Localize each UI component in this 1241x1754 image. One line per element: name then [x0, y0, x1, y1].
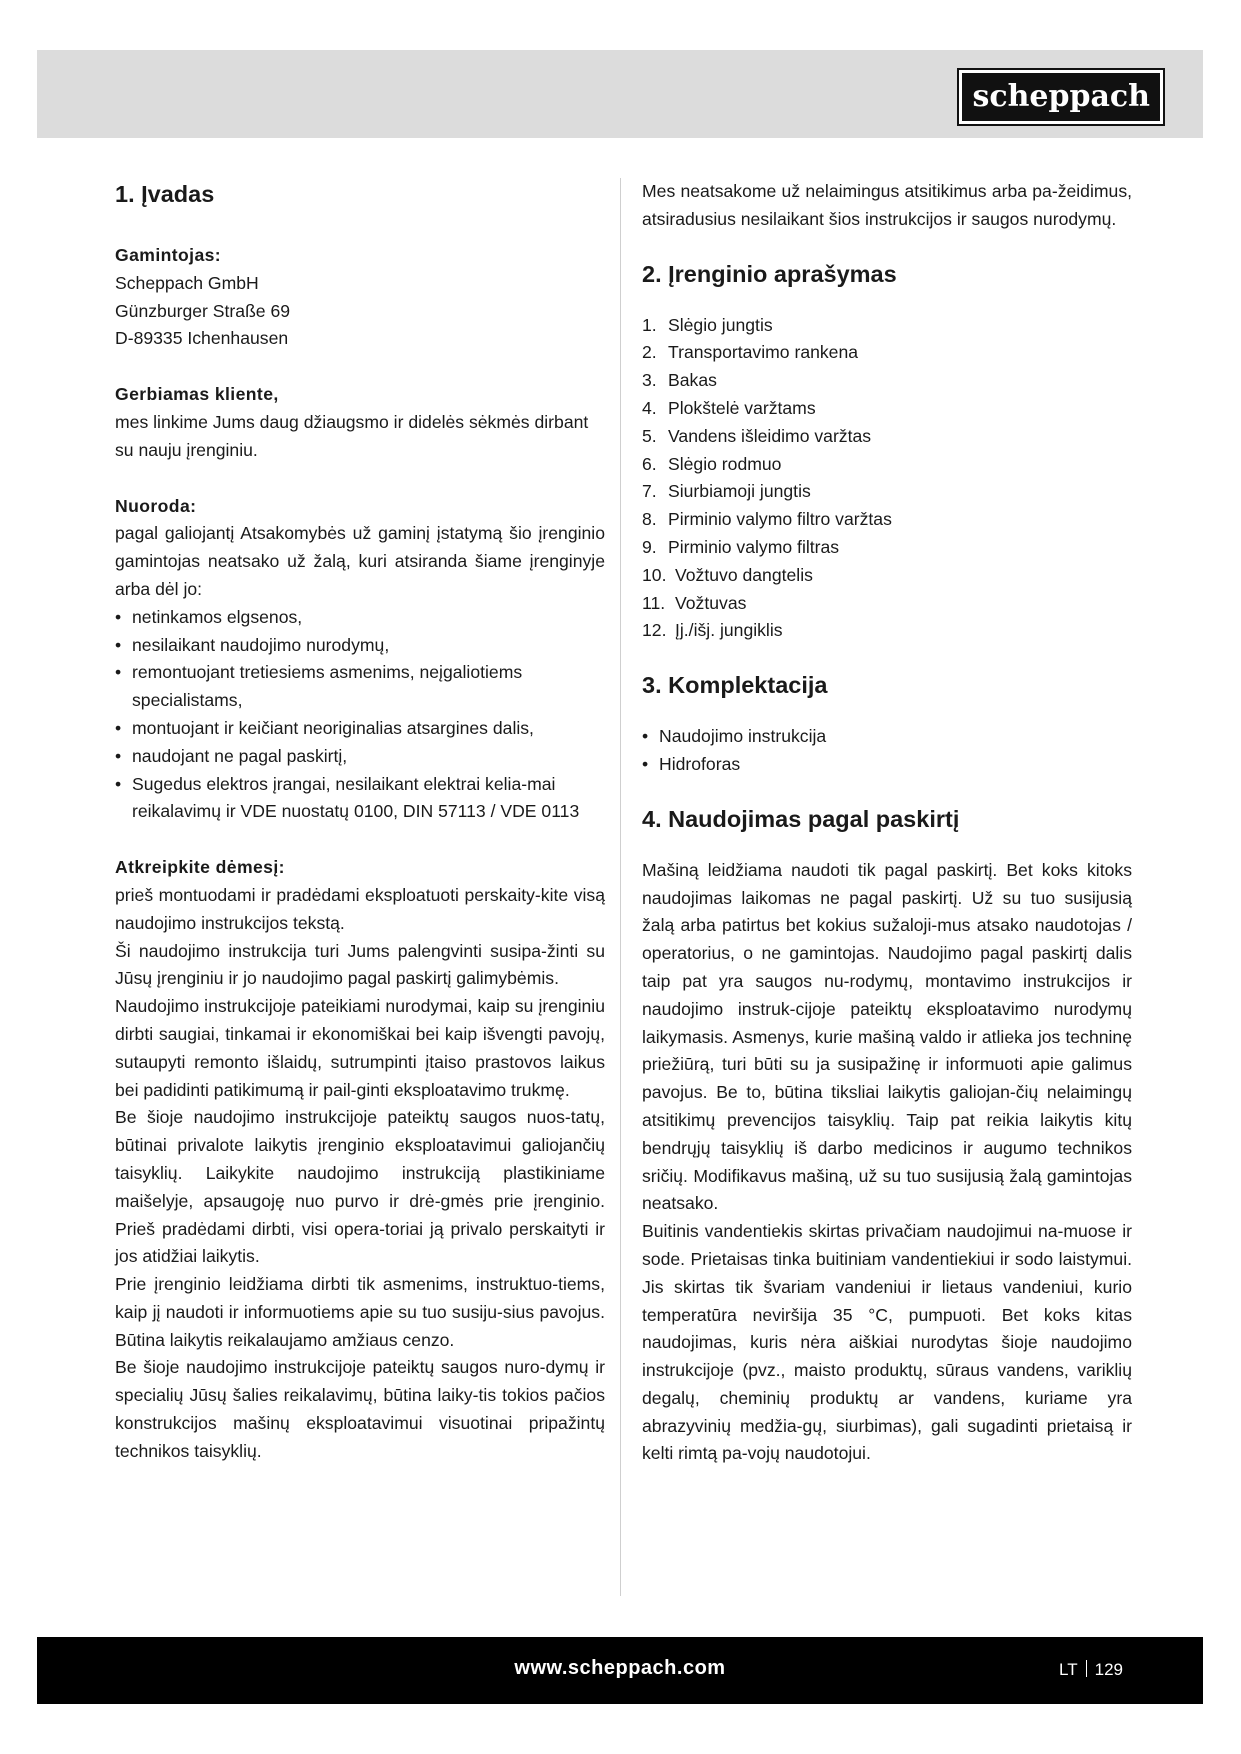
list-item: 2. Transportavimo rankena — [642, 342, 859, 363]
list-item: • netinkamos elgsenos, — [115, 604, 605, 632]
section-title-description: 2. Įrenginio aprašymas — [642, 260, 897, 287]
attention-paragraph: prieš montuodami ir pradėdami eksploatuoti perskaity-kite visą naudojimo instrukcijos tekstą. — [115, 884, 605, 933]
section-title-intended-use: 4. Naudojimas pagal paskirtį — [642, 805, 960, 832]
list-item: 3. Bakas — [642, 370, 717, 391]
page-number-value: 129 — [1094, 1660, 1123, 1679]
list-item: • Sugedus elektros įrangai, nesilaikant elektrai kelia-mai reikalavimų ir VDE nuostatų 0100, DIN 57113 / VDE 0113 — [115, 771, 605, 827]
column-divider — [620, 178, 621, 1596]
attention-label: Atkreipkite dėmesį: — [115, 857, 285, 878]
language-code: LT — [1059, 1660, 1078, 1679]
list-item: • Naudojimo instrukcija — [642, 723, 1132, 751]
footer-band — [37, 1637, 1203, 1704]
attention-paragraph: Ši naudojimo instrukcija turi Jums palengvinti susipa-žinti su Jūsų įrenginiu ir jo naudojimo pagal paskirtį galimybėmis. — [115, 940, 605, 989]
list-item: • montuojant ir keičiant neoriginalias atsargines dalis, — [115, 715, 605, 743]
note-list — [115, 604, 605, 826]
parts-list — [642, 312, 1132, 646]
list-item: 8. Pirminio valymo filtro varžtas — [642, 509, 892, 530]
left-column — [115, 178, 605, 1466]
list-item: 4. Plokštelė varžtams — [642, 397, 816, 418]
right-column — [642, 178, 1132, 1468]
manufacturer-label: Gamintojas: — [115, 245, 222, 265]
list-item: 1. Slėgio jungtis — [642, 314, 773, 335]
liability-text: Mes neatsakome už nelaimingus atsitikimus arba pa-žeidimus, atsiradusius nesilaikant šios instrukcijos ir saugos nurodymų. — [642, 181, 1132, 229]
section-title-scope: 3. Komplektacija — [642, 672, 828, 699]
list-item: 7. Siurbiamoji jungtis — [642, 481, 811, 502]
dear-customer-text: mes linkime Jums daug džiaugsmo ir didelės sėkmės dirbant su nauju įrenginiu. — [115, 411, 589, 460]
list-item: 6. Slėgio rodmuo — [642, 453, 782, 474]
manufacturer-line: Günzburger Straße 69 — [115, 300, 291, 321]
list-item: • remontuojant tretiesiems asmenims, neįgaliotiems specialistams, — [115, 659, 605, 715]
manufacturer-line: Scheppach GmbH — [115, 272, 259, 293]
separator — [1086, 1660, 1087, 1677]
attention-paragraph: Be šioje naudojimo instrukcijoje pateiktų saugos nuos-tatų, būtinai privalote laikytis įrenginio eksploatavimui galiojančių taisyklių. Laikykite naudojimo instrukciją plastikiniame maišelyje, apsaugoję nuo purvo ir drė-gmės prie įrenginio. Prieš pradėdami dirbti, visi opera-toriai ją privalo perskaityti ir jos atidžiai laikytis. — [115, 1107, 605, 1267]
manufacturer-line: D-89335 Ichenhausen — [115, 328, 289, 349]
list-item: 11. Vožtuvas — [642, 592, 747, 613]
footer-website: www.scheppach.com — [514, 1657, 726, 1679]
list-item: • nesilaikant naudojimo nurodymų, — [115, 632, 605, 660]
intended-use-paragraph: Buitinis vandentiekis skirtas privačiam naudojimui na-muose ir sode. Prietaisas tinka buitiniam vandentiekiui ir sodo laistymui. Jis skirtas tik švariam vandeniui ir lietaus vandeniui, kurio temperatūra neviršija 35 °C, pumpuoti. Bet koks kitas naudojimas, kuris nėra aiškiai nurodytas šioje naudojimo instrukcijoje (pvz., maisto produktų, sūraus vandens, variklių degalų, cheminių produktų ar vandens, kuriame yra abrazyvinių medžia-gų, siurbimas), gali sugadinti prietaisą ir kelti rimtą pa-vojų naudotojui. — [642, 1221, 1132, 1464]
list-item: 10. Vožtuvo dangtelis — [642, 564, 813, 585]
attention-paragraph: Be šioje naudojimo instrukcijoje pateiktų saugos nuro-dymų ir specialių Jūsų šalies reikalavimų, būtina laiky-tis tokios pačios konstrukcijos mašinų eksploatavimui visuotinai pripažintų technikos taisyklių. — [115, 1357, 605, 1461]
list-item: 5. Vandens išleidimo varžtas — [642, 425, 872, 446]
list-item: • naudojant ne pagal paskirtį, — [115, 743, 605, 771]
intended-use-paragraph: Mašiną leidžiama naudoti tik pagal paskirtį. Bet koks kitoks naudojimas laikomas ne pagal paskirtį. Už su tuo susijusią žalą arba patirtus bet kokius sužaloji-mus atsako naudotojas / operatorius, o ne gamintojas. Naudojimo pagal paskirtį dalis taip pat yra saugos nu-rodymų, montavimo instrukcijos ir naudojimo instruk-cijoje pateiktų eksploatavimo nurodymų laikymasis. Asmenys, kurie mašiną valdo ir atlieka jos techninę priežiūrą, turi būti su ja susipažinę ir informuoti apie galimus pavojus. Be to, būtina tiksliai laikytis galiojan-čių nelaimingų atsitikimų prevencijos taisyklių. Taip pat reikia laikytis kitų bendrųjų taisyklių iš darbo medicinos ir augumo technikos sričių. Modifikavus mašiną, už su tuo susijusią žalą gamintojas neatsako. — [642, 859, 1132, 1214]
note-label: Nuoroda: — [115, 495, 197, 516]
dear-customer-label: Gerbiamas kliente, — [115, 384, 279, 405]
brand-logo: scheppach — [959, 70, 1163, 124]
header-band — [37, 50, 1203, 138]
attention-paragraph: Prie įrenginio leidžiama dirbti tik asmenims, instruktuo-tiems, kaip jį naudoti ir informuotiems apie su tuo susiju-sius pavojus. Būtina laikytis reikalaujamo amžiaus cenzo. — [115, 1274, 605, 1350]
note-text: pagal galiojantį Atsakomybės už gaminį įstatymą šio įrenginio gamintojas neatsako už žalą, kuri atsiranda šiame įrenginyje arba dėl jo: — [115, 523, 605, 599]
list-item: 9. Pirminio valymo filtras — [642, 536, 840, 557]
list-item: 12. Įj./išj. jungiklis — [642, 620, 783, 641]
list-item: • Hidroforas — [642, 751, 1132, 779]
page-number — [1059, 1660, 1123, 1680]
attention-paragraph: Naudojimo instrukcijoje pateikiami nurodymai, kaip su įrenginiu dirbti saugiai, tinkamai ir ekonomiškai bei kaip išvengti pavojų, sutaupyti remonto išlaidų, sutrumpinti įtaiso prastovos laikus bei padidinti patikimumą ir pail-ginti eksploatavimo trukmę. — [115, 996, 605, 1100]
scope-list — [642, 723, 1132, 779]
section-title-intro: 1. Įvadas — [115, 181, 215, 207]
